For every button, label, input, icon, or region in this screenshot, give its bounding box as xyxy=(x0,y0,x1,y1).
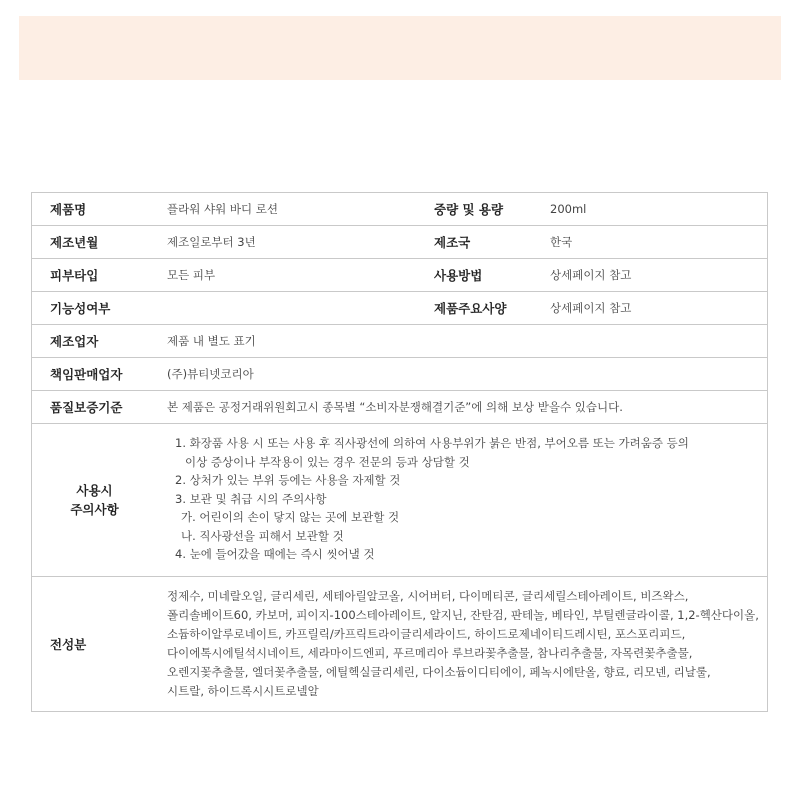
table-row xyxy=(32,358,767,391)
value-volume: 200ml xyxy=(550,202,587,216)
table-row xyxy=(32,391,767,424)
label-cautions xyxy=(32,424,157,576)
value-expiry: 제조일로부터 3년 xyxy=(167,235,256,249)
table-row xyxy=(32,292,767,325)
table-row xyxy=(32,226,767,259)
label-ingredients: 전성분 xyxy=(50,637,87,652)
ingredient-line: 폴리솔베이트60, 카보머, 피이지-100스테아레이트, 알지닌, 잔탄검, 판테놀, 베타인, 부틸렌글라이콜, 1,2-헥산다이올, xyxy=(167,608,759,622)
label-volume: 중량 및 용량 xyxy=(434,202,504,217)
label-cautions-line1: 사용시 xyxy=(76,483,113,498)
label-main-spec: 제품주요사양 xyxy=(434,301,507,316)
label-expiry: 제조년월 xyxy=(50,235,99,250)
value-skin-type: 모든 피부 xyxy=(167,268,216,282)
label-usage: 사용방법 xyxy=(434,268,483,283)
table-row-cautions xyxy=(32,424,767,577)
caution-line: 1. 화장품 사용 시 또는 사용 후 직사광선에 의하여 사용부위가 붉은 반점, 부어오름 또는 가려움증 등의 xyxy=(175,436,689,450)
caution-line: 가. 어린이의 손이 닿지 않는 곳에 보관할 것 xyxy=(181,510,400,524)
label-skin-type: 피부타입 xyxy=(50,268,99,283)
table-row xyxy=(32,193,767,226)
value-country: 한국 xyxy=(550,235,573,249)
value-product-name: 플라워 샤워 바디 로션 xyxy=(167,202,278,216)
label-quality-guarantee: 품질보증기준 xyxy=(50,400,123,415)
caution-line: 2. 상처가 있는 부위 등에는 사용을 자제할 것 xyxy=(175,473,401,487)
ingredient-line: 소듐하이알루로네이트, 카프릴릭/카프릭트라이글리세라이드, 하이드로제네이티드레시틴, 포스포리피드, xyxy=(167,627,686,641)
ingredients-list xyxy=(157,577,759,711)
caution-line: 나. 직사광선을 피해서 보관할 것 xyxy=(181,528,344,543)
label-functional: 기능성여부 xyxy=(50,301,111,316)
value-quality-guarantee: 본 제품은 공정거래위원회고시 종목별 “소비자분쟁해결기준”에 의해 보상 받을수 있습니다. xyxy=(167,400,623,414)
cautions-list xyxy=(157,424,689,576)
label-distributor: 책임판매업자 xyxy=(50,367,123,382)
label-product-name: 제품명 xyxy=(50,202,87,217)
caution-line: 4. 눈에 들어갔을 때에는 즉시 씻어낼 것 xyxy=(175,547,375,561)
value-main-spec: 상세페이지 참고 xyxy=(550,301,632,315)
value-functional xyxy=(157,292,422,324)
ingredient-line: 다이에톡시에틸석시네이트, 세라마이드엔피, 푸르메리아 루브라꽃추출물, 참나리추출물, 자목련꽃추출물, xyxy=(167,646,693,660)
table-row xyxy=(32,325,767,358)
value-distributor: (주)뷰티넷코리아 xyxy=(167,367,254,381)
label-country: 제조국 xyxy=(434,235,471,250)
caution-line: 이상 증상이나 부작용이 있는 경우 전문의 등과 상담할 것 xyxy=(185,454,470,469)
table-row xyxy=(32,259,767,292)
value-usage: 상세페이지 참고 xyxy=(550,268,632,282)
ingredient-line: 시트랄, 하이드록시시트로넬알 xyxy=(167,684,319,698)
top-banner xyxy=(19,16,781,80)
table-row-ingredients xyxy=(32,577,767,711)
label-cautions-line2: 주의사항 xyxy=(70,502,119,517)
value-manufacturer: 제품 내 별도 표기 xyxy=(167,334,256,348)
product-info-table xyxy=(31,192,768,712)
label-manufacturer: 제조업자 xyxy=(50,334,99,349)
ingredient-line: 정제수, 미네랄오일, 글리세린, 세테아릴알코올, 시어버터, 다이메티콘, 글리세릴스테아레이트, 비즈왁스, xyxy=(167,589,689,603)
caution-line: 3. 보관 및 취급 시의 주의사항 xyxy=(175,491,327,506)
ingredient-line: 오렌지꽃추출물, 엘더꽃추출물, 에틸헥실글리세린, 다이소듐이디티에이, 페녹시에탄올, 향료, 리모넨, 리날룰, xyxy=(167,665,711,679)
